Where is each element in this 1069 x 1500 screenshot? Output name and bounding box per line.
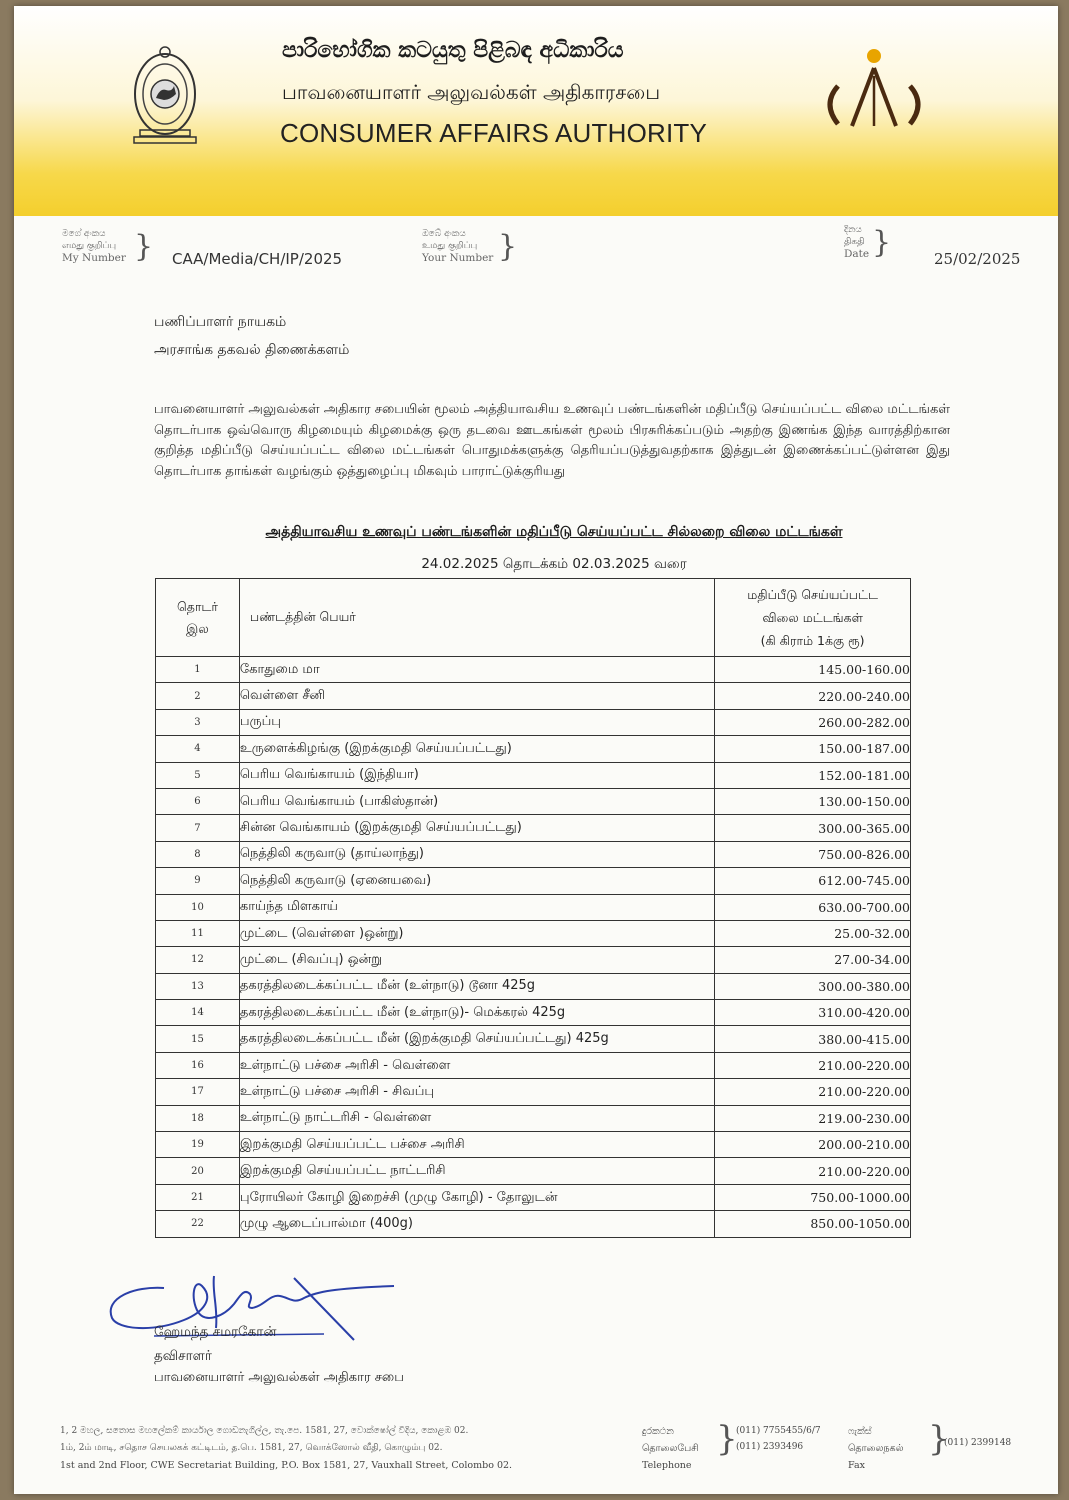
- header-item-name: பண்டத்தின் பெயர்: [239, 579, 714, 657]
- header-serial-no-line1: தொடர்: [177, 598, 218, 614]
- row-item-name: சின்ன வெங்காயம் (இறக்குமதி செய்யப்பட்டது): [239, 815, 714, 841]
- row-item-name: பெரிய வெங்காயம் (பாகிஸ்தான்): [239, 788, 714, 814]
- row-item-name: உள்நாட்டு பச்சை அரிசி - சிவப்பு: [239, 1079, 714, 1105]
- row-serial-no: 5: [156, 762, 240, 788]
- row-item-name: இறக்குமதி செய்யப்பட்ட பச்சை அரிசி: [239, 1132, 714, 1158]
- table-row: [156, 894, 911, 920]
- letter-body-paragraph: பாவனையாளர் அலுவல்கள் அதிகார சபையின் மூலம் அத்தியாவசிய உணவுப் பண்டங்களின் மதிப்பீடு செய்யப்பட்ட விலை மட்டங்கள் தொடர்பாக ஒவ்வொரு கிழமையும் கிழமைக்கு ஒரு தடவை ஊடகங்கள் மூலம் பிரசுரிக்கப்படும் அதற்கு இணங்க இந்த வாரத்திற்கான குறித்த மதிப்பீடு செய்யப்பட்ட விலை மட்டங்கள் பொதுமக்களுக்கு தெரியப்படுத்துவதற்காக இத்துடன் இணைக்கப்பட்டுள்ளன இது தொடர்பாக தாங்கள் வழங்கும் ஒத்துழைப்பு மிகவும் பாராட்டுக்குரியது: [154, 402, 950, 479]
- letter-page: [14, 6, 1058, 1494]
- table-row: [156, 815, 911, 841]
- signatory-organization: பாவனையாளர் அலுவல்கள் அதிகார சபை: [154, 1370, 404, 1385]
- row-price-range: 210.00-220.00: [715, 1158, 911, 1184]
- footer-telephone-1: (011) 7755455/6/7: [736, 1426, 821, 1436]
- table-row: [156, 1132, 911, 1158]
- your-number-labels: [422, 228, 493, 264]
- letterhead-english-name: CONSUMER AFFAIRS AUTHORITY: [280, 118, 708, 148]
- table-row: [156, 947, 911, 973]
- sri-lanka-emblem-icon: [126, 42, 204, 146]
- date-label-en: Date: [844, 248, 870, 260]
- table-row: [156, 1026, 911, 1052]
- row-item-name: இறக்குமதி செய்யப்பட்ட நாட்டரிசி: [239, 1158, 714, 1184]
- row-price-range: 152.00-181.00: [715, 762, 911, 788]
- row-price-range: 210.00-220.00: [715, 1052, 911, 1078]
- row-serial-no: 8: [156, 841, 240, 867]
- header-price-line1: மதிப்பீடு செய்யப்பட்ட: [747, 587, 878, 602]
- header-serial-no: [156, 579, 240, 657]
- letterhead: [14, 6, 1058, 216]
- row-price-range: 150.00-187.00: [715, 736, 911, 762]
- header-price-line2: விலை மட்டங்கள்: [762, 610, 863, 625]
- row-serial-no: 2: [156, 683, 240, 709]
- letterhead-tamil-name: பாவனையாளர் அலுவல்கள் அதிகாரசபை: [282, 80, 661, 104]
- row-item-name: முட்டை (சிவப்பு) ஒன்று: [239, 947, 714, 973]
- row-serial-no: 12: [156, 947, 240, 973]
- table-row: [156, 709, 911, 735]
- table-row: [156, 1158, 911, 1184]
- table-row: [156, 1079, 911, 1105]
- addressee-title: பணிப்பாளர் நாயகம்: [154, 314, 287, 330]
- row-item-name: உள்நாட்டு நாட்டரிசி - வெள்ளை: [239, 1105, 714, 1131]
- row-serial-no: 1: [156, 657, 240, 683]
- footer-fax-label-en: Fax: [848, 1460, 865, 1471]
- date-brace: }: [872, 225, 892, 260]
- signatory-title: தவிசாளர்: [154, 1348, 212, 1364]
- row-price-range: 300.00-365.00: [715, 815, 911, 841]
- row-item-name: வெள்ளை சீனி: [239, 683, 714, 709]
- price-table-body: [156, 657, 911, 1238]
- header-price-range: [715, 579, 911, 657]
- table-row: [156, 1000, 911, 1026]
- row-price-range: 219.00-230.00: [715, 1105, 911, 1131]
- my-number-brace: }: [134, 229, 154, 264]
- footer-fax-number: (011) 2399148: [944, 1438, 1012, 1448]
- row-price-range: 300.00-380.00: [715, 973, 911, 999]
- row-serial-no: 9: [156, 868, 240, 894]
- my-number-labels: [62, 228, 126, 264]
- row-serial-no: 11: [156, 920, 240, 946]
- my-number-value: CAA/Media/CH/IP/2025: [172, 250, 343, 268]
- your-number-label-si: ඔබේ අංකය: [422, 229, 466, 239]
- footer-telephone-label-en: Telephone: [642, 1460, 692, 1471]
- date-value: 25/02/2025: [934, 250, 1021, 268]
- row-serial-no: 22: [156, 1211, 240, 1237]
- addressee-department: அரசாங்க தகவல் திணைக்களம்: [154, 342, 350, 358]
- table-row: [156, 1184, 911, 1210]
- row-price-range: 630.00-700.00: [715, 894, 911, 920]
- row-price-range: 27.00-34.00: [715, 947, 911, 973]
- table-period: 24.02.2025 தொடக்கம் 02.03.2025 வரை: [421, 556, 687, 572]
- footer-fax-brace: }: [928, 1419, 950, 1459]
- your-number-brace: }: [498, 229, 518, 264]
- date-label-ta: திகதி: [844, 237, 865, 247]
- table-row: [156, 1105, 911, 1131]
- header-serial-no-line2: இல: [186, 620, 209, 636]
- row-price-range: 200.00-210.00: [715, 1132, 911, 1158]
- row-price-range: 145.00-160.00: [715, 657, 911, 683]
- row-item-name: காய்ந்த மிளகாய்: [239, 894, 714, 920]
- row-item-name: முட்டை (வெள்ளை )ஒன்று): [239, 920, 714, 946]
- row-serial-no: 13: [156, 973, 240, 999]
- row-serial-no: 10: [156, 894, 240, 920]
- row-serial-no: 19: [156, 1132, 240, 1158]
- my-number-label-ta: எமது குறிப்பு: [62, 241, 117, 251]
- footer-address-tamil: 1ம், 2ம் மாடி, சதொச செயலகக் கட்டிடம், த.பெ. 1581, 27, வொக்ஸோல் வீதி, கொழும்பு 02.: [60, 1443, 443, 1453]
- footer-fax-label-ta: தொலைநகல்: [848, 1443, 904, 1454]
- row-serial-no: 20: [156, 1158, 240, 1184]
- row-serial-no: 15: [156, 1026, 240, 1052]
- row-price-range: 220.00-240.00: [715, 683, 911, 709]
- date-labels: [844, 224, 869, 260]
- row-item-name: உள்நாட்டு பச்சை அரிசி - வெள்ளை: [239, 1052, 714, 1078]
- table-row: [156, 973, 911, 999]
- row-serial-no: 6: [156, 788, 240, 814]
- table-row: [156, 683, 911, 709]
- footer-telephone-label-ta: தொலைபேசி: [642, 1443, 699, 1454]
- table-row: [156, 920, 911, 946]
- table-header-row: [156, 579, 911, 657]
- table-row: [156, 762, 911, 788]
- my-number-label-si: මගේ අංකය: [62, 229, 106, 239]
- footer-fax-label-si: ෆැක්ස්: [848, 1426, 872, 1437]
- table-row: [156, 788, 911, 814]
- footer-telephone-brace: }: [716, 1419, 738, 1459]
- row-serial-no: 17: [156, 1079, 240, 1105]
- row-price-range: 25.00-32.00: [715, 920, 911, 946]
- table-title: அத்தியாவசிய உணவுப் பண்டங்களின் மதிப்பீடு செய்யப்பட்ட சில்லறை விலை மட்டங்கள்: [265, 524, 843, 540]
- your-number-label-en: Your Number: [422, 252, 494, 264]
- table-row: [156, 868, 911, 894]
- row-serial-no: 7: [156, 815, 240, 841]
- row-item-name: கோதுமை மா: [239, 657, 714, 683]
- row-item-name: நெத்திலி கருவாடு (தாய்லாந்து): [239, 841, 714, 867]
- row-serial-no: 18: [156, 1105, 240, 1131]
- row-item-name: உருளைக்கிழங்கு (இறக்குமதி செய்யப்பட்டது): [239, 736, 714, 762]
- my-number-label-en: My Number: [62, 252, 126, 264]
- row-price-range: 210.00-220.00: [715, 1079, 911, 1105]
- date-label-si: දිනය: [844, 225, 862, 235]
- row-item-name: பருப்பு: [239, 709, 714, 735]
- row-item-name: நெத்திலி கருவாடு (ஏனையவை): [239, 868, 714, 894]
- row-serial-no: 21: [156, 1184, 240, 1210]
- row-price-range: 130.00-150.00: [715, 788, 911, 814]
- row-price-range: 612.00-745.00: [715, 868, 911, 894]
- row-item-name: தகரத்திலடைக்கப்பட்ட மீன் (உள்நாடு)- மெக்கரல் 425g: [239, 1000, 714, 1026]
- row-item-name: முழு ஆடைப்பால்மா (400g): [239, 1211, 714, 1237]
- table-row: [156, 657, 911, 683]
- row-price-range: 750.00-826.00: [715, 841, 911, 867]
- row-serial-no: 14: [156, 1000, 240, 1026]
- row-price-range: 310.00-420.00: [715, 1000, 911, 1026]
- footer-address-sinhala: 1, 2 මහල, සතොස මහලේකම් කාර්යාල ගොඩනැගිල්ල, තැ.පෙ. 1581, 27, වොක්ෂෝල් වීදිය, කොළඹ 02.: [60, 1426, 469, 1436]
- row-serial-no: 4: [156, 736, 240, 762]
- letterhead-sinhala-name: පාරිභෝගික කටයුතු පිළිබඳ අධිකාරිය: [282, 38, 624, 63]
- row-price-range: 750.00-1000.00: [715, 1184, 911, 1210]
- row-price-range: 380.00-415.00: [715, 1026, 911, 1052]
- footer-telephone-label-si: දුරකථන: [642, 1426, 674, 1437]
- row-serial-no: 16: [156, 1052, 240, 1078]
- price-table: [155, 578, 911, 1238]
- row-price-range: 850.00-1050.00: [715, 1211, 911, 1237]
- row-serial-no: 3: [156, 709, 240, 735]
- table-row: [156, 736, 911, 762]
- row-item-name: புரோயிலர் கோழி இறைச்சி (முழு கோழி) - தோலுடன்: [239, 1184, 714, 1210]
- footer-telephone-2: (011) 2393496: [736, 1442, 804, 1452]
- footer-address-english: 1st and 2nd Floor, CWE Secretariat Building, P.O. Box 1581, 27, Vauxhall Street, Colombo 02.: [60, 1460, 513, 1471]
- signatory-name: ஹேமந்த சமரகோன்: [154, 1324, 277, 1340]
- table-row: [156, 1052, 911, 1078]
- table-row: [156, 1211, 911, 1237]
- table-row: [156, 841, 911, 867]
- row-item-name: தகரத்திலடைக்கப்பட்ட மீன் (இறக்குமதி செய்யப்பட்டது) 425g: [239, 1026, 714, 1052]
- row-item-name: தகரத்திலடைக்கப்பட்ட மீன் (உள்நாடு) டூனா 425g: [239, 973, 714, 999]
- caa-logo-icon: [814, 46, 934, 136]
- your-number-label-ta: உமது குறிப்பு: [422, 241, 478, 251]
- row-item-name: பெரிய வெங்காயம் (இந்தியா): [239, 762, 714, 788]
- row-price-range: 260.00-282.00: [715, 709, 911, 735]
- header-price-line3: (கி கிராம் 1க்கு ரூ): [760, 633, 865, 648]
